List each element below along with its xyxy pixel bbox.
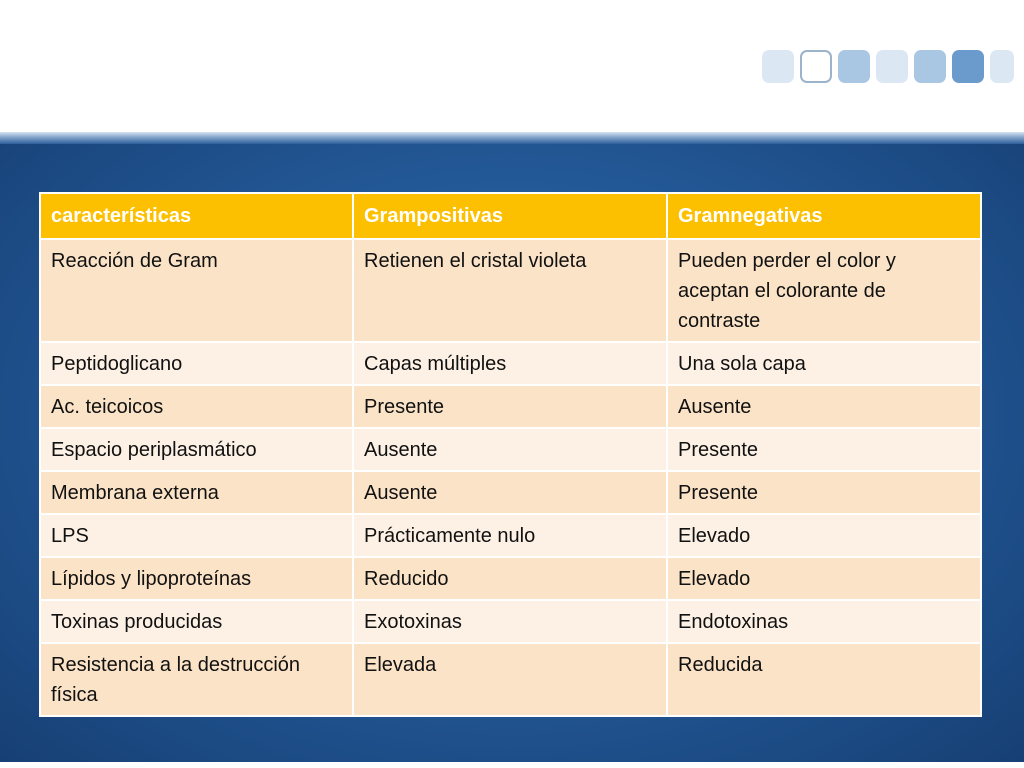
decorative-square <box>952 50 984 83</box>
comparison-table <box>39 192 982 717</box>
decorative-square <box>762 50 794 83</box>
table-header-row <box>40 193 981 239</box>
table-row <box>40 239 981 342</box>
slide-bottom-bar <box>0 762 1024 768</box>
table-cell: Elevada <box>353 643 667 716</box>
decorative-square <box>838 50 870 83</box>
table-cell: Pueden perder el color y aceptan el colorante de contraste <box>667 239 981 342</box>
table-cell: Presente <box>353 385 667 428</box>
header-caracteristicas: características <box>40 193 353 239</box>
table-row <box>40 342 981 385</box>
table-cell: Toxinas producidas <box>40 600 353 643</box>
decorative-squares <box>762 50 1014 83</box>
table-cell: Reducida <box>667 643 981 716</box>
table-cell: Elevado <box>667 557 981 600</box>
table-cell: Membrana externa <box>40 471 353 514</box>
table-cell: Presente <box>667 428 981 471</box>
table-cell: Elevado <box>667 514 981 557</box>
table-cell: LPS <box>40 514 353 557</box>
table-cell: Peptidoglicano <box>40 342 353 385</box>
header-grampositivas: Grampositivas <box>353 193 667 239</box>
table-cell: Ac. teicoicos <box>40 385 353 428</box>
table-row <box>40 557 981 600</box>
table-row <box>40 385 981 428</box>
decorative-square <box>914 50 946 83</box>
table-row <box>40 600 981 643</box>
table-row <box>40 514 981 557</box>
table-cell: Resistencia a la destrucción física <box>40 643 353 716</box>
decorative-square <box>876 50 908 83</box>
table-cell: Retienen el cristal violeta <box>353 239 667 342</box>
table-cell: Exotoxinas <box>353 600 667 643</box>
slide-header-band <box>0 0 1024 132</box>
decorative-square <box>990 50 1014 83</box>
table-cell: Capas múltiples <box>353 342 667 385</box>
table-cell: Ausente <box>353 428 667 471</box>
table-cell: Prácticamente nulo <box>353 514 667 557</box>
table-cell: Lípidos y lipoproteínas <box>40 557 353 600</box>
header-gramnegativas: Gramnegativas <box>667 193 981 239</box>
table-row <box>40 428 981 471</box>
table-cell: Ausente <box>667 385 981 428</box>
table-cell: Una sola capa <box>667 342 981 385</box>
table-cell: Endotoxinas <box>667 600 981 643</box>
table-cell: Presente <box>667 471 981 514</box>
decorative-square <box>800 50 832 83</box>
table-cell: Ausente <box>353 471 667 514</box>
table-cell: Reacción de Gram <box>40 239 353 342</box>
table-cell: Espacio periplasmático <box>40 428 353 471</box>
table-row <box>40 471 981 514</box>
table-cell: Reducido <box>353 557 667 600</box>
table-row <box>40 643 981 716</box>
